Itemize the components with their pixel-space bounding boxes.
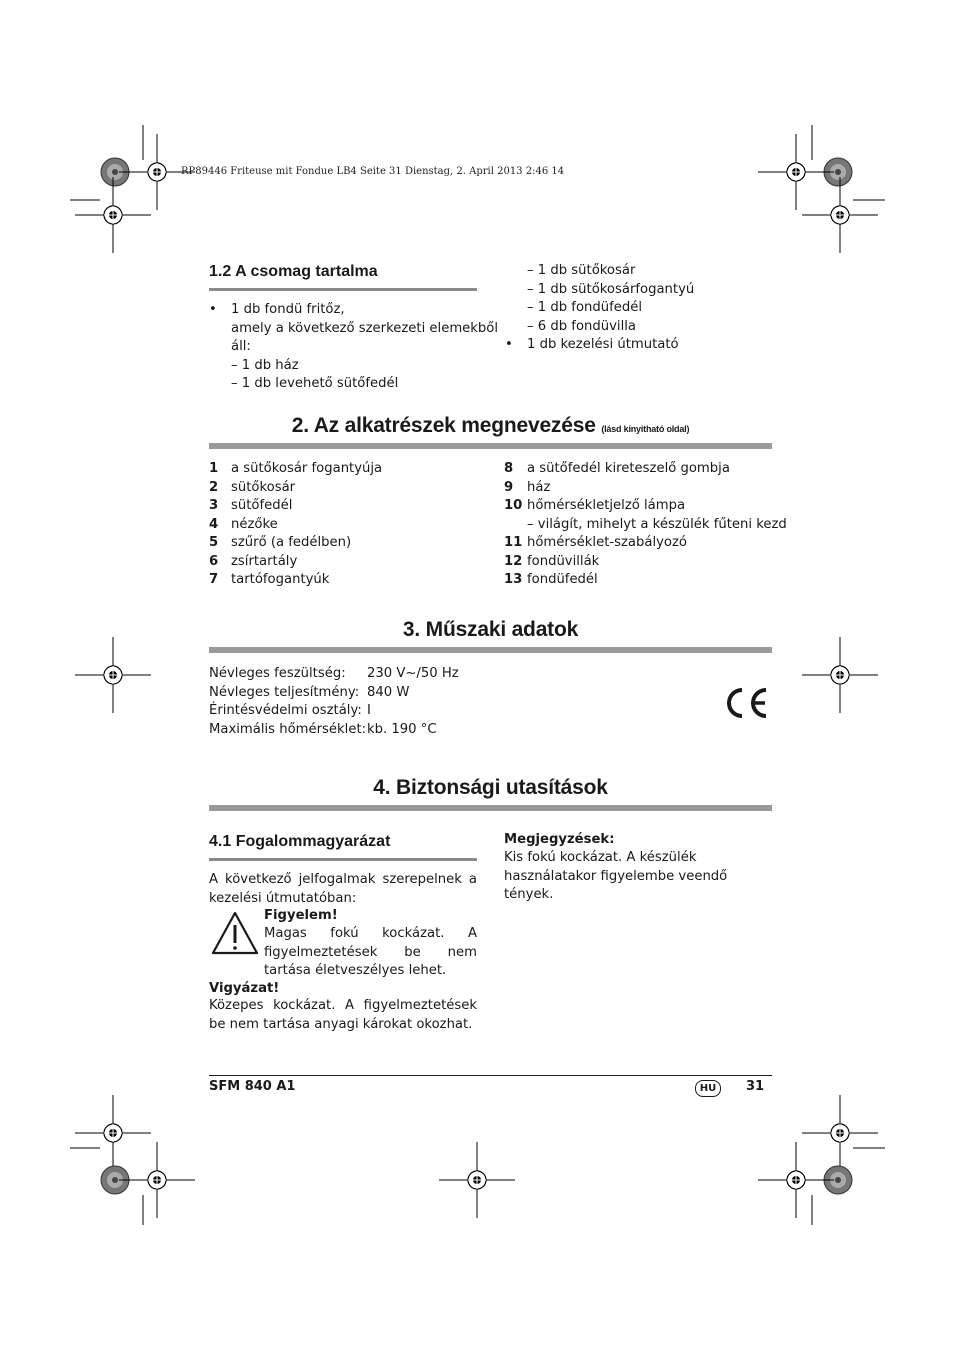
footer-rule	[209, 1075, 772, 1076]
footer-model: SFM 840 A1	[209, 1079, 296, 1094]
list-item: 13 fondüfedél	[504, 572, 598, 587]
parts-list-left	[209, 460, 489, 590]
figyelem-text: Magas fokú kockázat. A figyelmeztetések be nem tartása életveszélyes lehet.	[264, 926, 477, 978]
list-item: 2 sütőkosár	[209, 479, 296, 495]
definitions-intro: A következő jelfogalmak szerepelnek a kezelési útmutatóban:	[209, 872, 477, 906]
list-item: 9 ház	[504, 479, 551, 495]
page-number: 31	[746, 1079, 765, 1094]
vigyazat-title: Vigyázat!	[209, 981, 280, 996]
section-1-2-title: 1.2 A csomag tartalma	[209, 263, 378, 280]
megjegyzesek-title: Megjegyzések:	[504, 832, 615, 847]
section-4-title: 4. Biztonsági utasítások	[373, 776, 608, 799]
megjegyzesek-text: Kis fokú kockázat. A készülék használatakor figyelembe veendő tények.	[504, 850, 728, 902]
list-item: 8 a sütőfedél kireteszelő gombja	[504, 461, 730, 476]
section-4-rule	[209, 805, 772, 811]
spec-row: Névleges feszültség: 230 V~/50 Hz	[209, 666, 459, 681]
spec-row: Maximális hőmérséklet:kb. 190 °C	[209, 721, 437, 737]
section-2-rule	[209, 443, 772, 449]
list-item: 11 hőmérséklet-szabályozó	[504, 535, 687, 550]
list-item: 10 hőmérsékletjelző lámpa	[504, 498, 686, 513]
section-1-2-rule	[209, 288, 477, 291]
section-3-title: 3. Műszaki adatok	[402, 618, 579, 641]
list-item: 5 szűrő (a fedélben)	[209, 535, 352, 550]
spec-row: Érintésvédelmi osztály: I	[209, 703, 371, 718]
section-4-1-title: 4.1 Fogalommagyarázat	[209, 833, 391, 850]
language-badge: HU	[695, 1080, 721, 1097]
section-2-subtitle: (lásd kinyitható oldal)	[601, 424, 690, 434]
tech-specs	[209, 665, 609, 739]
package-contents-right: – 1 db sütőkosár – 1 db sütőkosárfogantyú – 1 db fondüfedél – 6 db fondüvilla • 1 db kezelési útmutató	[505, 262, 775, 355]
bullet: •	[209, 302, 217, 317]
list-item: 1 a sütőkosár fogantyúja	[209, 461, 383, 476]
spec-row: Névleges teljesítmény: 840 W	[209, 684, 410, 700]
list-item: 7 tartófogantyúk	[209, 572, 330, 587]
section-2-title: 2. Az alkatrészek megnevezése (lásd kinyitható oldal)	[291, 414, 690, 437]
list-item: 3 sütőfedél	[209, 498, 293, 513]
section-4-1-rule	[209, 858, 477, 861]
bullet: •	[505, 337, 513, 352]
list-item: 6 zsírtartály	[209, 553, 298, 569]
list-item: – világít, mihelyt a készülék fűteni kezd	[527, 516, 787, 532]
print-header: RP89446 Friteuse mit Fondue LB4 Seite 31 Dienstag, 2. April 2013 2:46 14	[181, 166, 565, 177]
list-item: 12 fondüvillák	[504, 553, 600, 569]
package-contents-left: • 1 db fondü fritőz, amely a következő szerkezeti elemekből áll: – 1 db ház – 1 db levehető sütőfedél	[209, 302, 499, 391]
ce-mark-icon	[723, 686, 769, 720]
figyelem-title: Figyelem!	[264, 908, 338, 923]
warning-triangle-icon	[210, 910, 260, 956]
vigyazat-text: Közepes kockázat. A figyelmeztetések be nem tartása anyagi károkat okozhat.	[209, 998, 477, 1032]
parts-list-right	[504, 460, 787, 590]
list-item: 4 nézőke	[209, 516, 278, 532]
section-3-rule	[209, 647, 772, 653]
